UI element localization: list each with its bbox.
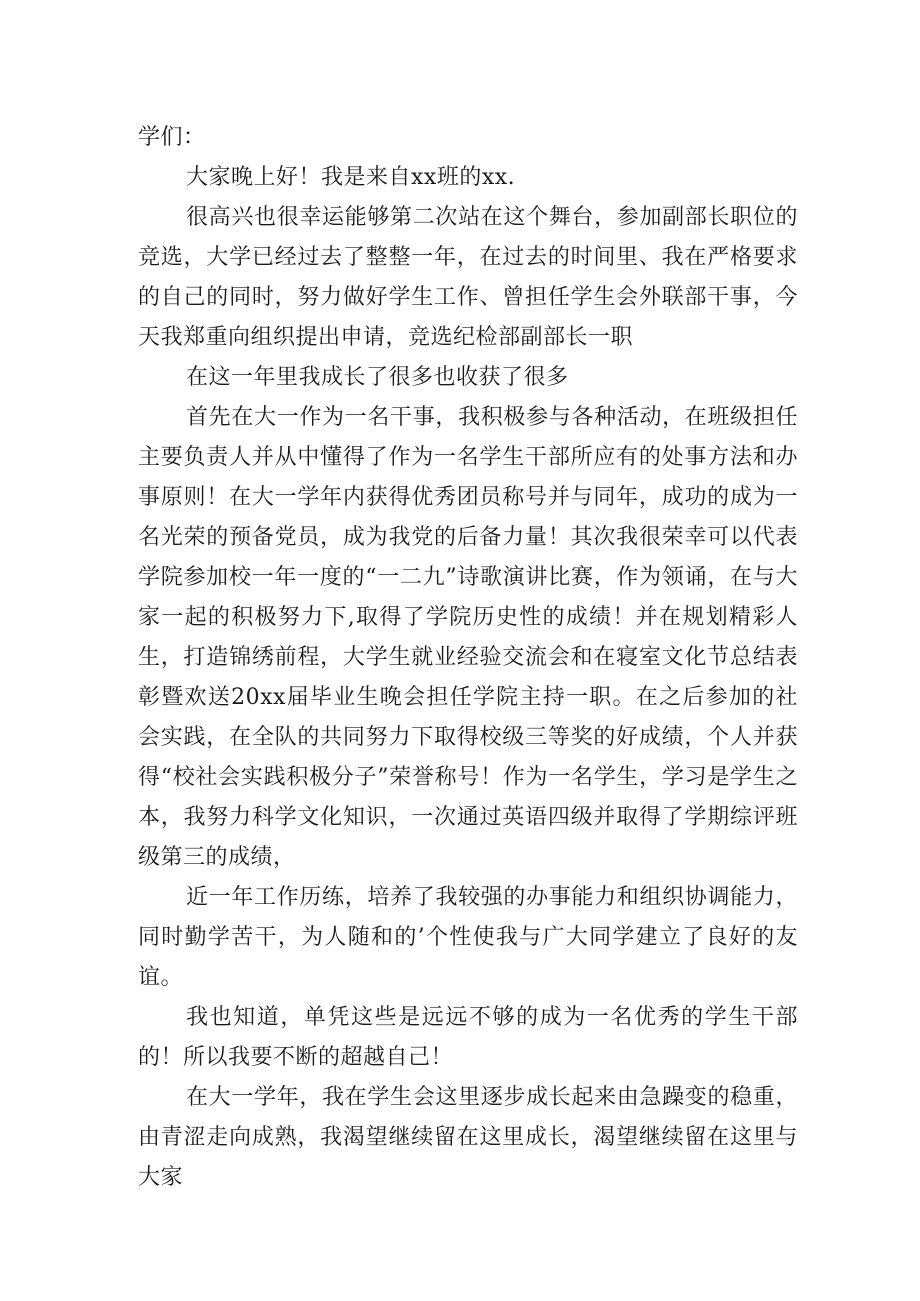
paragraph-aspiration: 在大一学年，我在学生会这里逐步成长起来由急躁变的稳重，由青涩走向成熟，我渴望继续留在这里成长，渴望继续留在这里与大家 bbox=[138, 1085, 798, 1190]
paragraph-achievements: 首先在大一作为一名干事，我积极参与各种活动，在班级担任主要负责人并从中懂得了作为一名学生干部所应有的处事方法和办事原则！在大一学年内获得优秀团员称号并与同年，成功的成为一名光荣的预备党员，成为我党的后备力量！其次我很荣幸可以代表学院参加校一年一度的“一二九”诗歌演讲比赛，作为领诵，在与大家一起的积极努力下,取得了学院历史性的成绩！并在规划精彩人生，打造锦绣前程，大学生就业经验交流会和在寝室文化节总结表彰暨欢送20xx届毕业生晚会担任学院主持一职。在之后参加的社会实践，在全队的共同努力下取得校级三等奖的好成绩，个人并获得“校社会实践积极分子”荣誉称号！作为一名学生，学习是学生之本，我努力科学文化知识，一次通过英语四级并取得了学期综评班级第三的成绩， bbox=[138, 405, 798, 870]
paragraph-growth: 在这一年里我成长了很多也收获了很多 bbox=[186, 365, 569, 390]
paragraph-purpose: 很高兴也很幸运能够第二次站在这个舞台，参加副部长职位的竞选，大学已经过去了整整一年，在过去的时间里、我在严格要求的自己的同时，努力做好学生工作、曾担任学生会外联部干事，今天我郑重向组织提出申请，竞选纪检部副部长一职 bbox=[138, 205, 798, 350]
paragraph-intro: 大家晚上好！我是来自xx班的xx. bbox=[186, 165, 516, 190]
paragraph-greeting: 学们： bbox=[138, 125, 206, 150]
document-body bbox=[138, 118, 798, 1198]
paragraph-experience: 近一年工作历练，培养了我较强的办事能力和组织协调能力，同时勤学苦干，为人随和的’个性使我与广大同学建立了良好的友谊。 bbox=[138, 885, 798, 990]
paragraph-reflection: 我也知道，单凭这些是远远不够的成为一名优秀的学生干部的！所以我要不断的超越自己！ bbox=[138, 1005, 798, 1070]
